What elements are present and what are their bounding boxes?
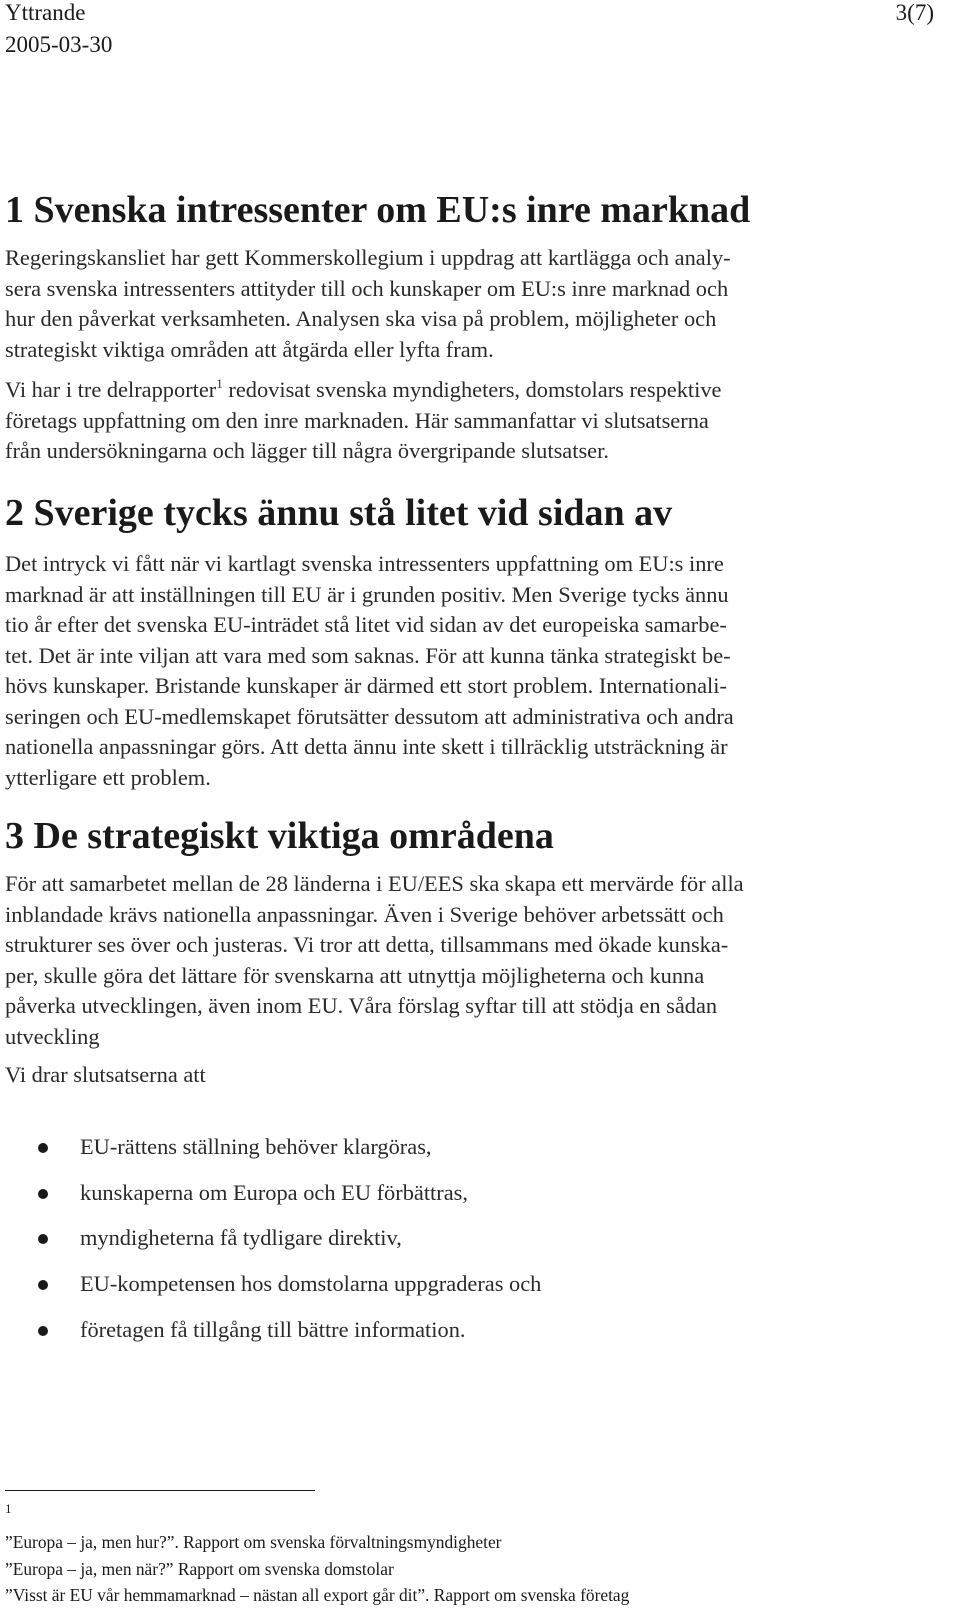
- footnote-line: ”Europa – ja, men hur?”. Rapport om svenska förvaltningsmyndigheter: [5, 1532, 502, 1552]
- footnote-number: 1: [5, 1501, 12, 1516]
- list-item-text: företagen få tillgång till bättre information.: [80, 1316, 466, 1342]
- text-line: seringen och EU-medlemskapet förutsätter dessutom att administrativa och andra: [5, 703, 734, 729]
- section-1-paragraph-1: [5, 243, 885, 365]
- list-item-text: myndigheterna få tydligare direktiv,: [80, 1225, 402, 1251]
- text-line: strukturer ses över och justeras. Vi tror att detta, tillsammans med ökade kunska-: [5, 932, 729, 957]
- text-fragment: redovisat svenska myndigheters, domstolars respektive: [222, 377, 722, 402]
- text-line: sera svenska intressenters attityder till och kunskaper om EU:s inre marknad och: [5, 275, 729, 301]
- list-item-text: EU-kompetensen hos domstolarna uppgraderas och: [80, 1271, 542, 1297]
- text-line: [5, 375, 885, 406]
- text-line: ytterligare ett problem.: [5, 764, 211, 790]
- page-number: 3(7): [895, 0, 934, 25]
- section-3-paragraph-1: [5, 869, 885, 1052]
- bullet-icon: [38, 1234, 48, 1244]
- document-date: 2005-03-30: [5, 32, 113, 57]
- text-fragment: Vi har i tre delrapporter: [5, 377, 217, 402]
- bullet-icon: [38, 1143, 48, 1153]
- footnote-line: ”Visst är EU vår hemmamarknad – nästan all export går dit”. Rapport om svenska företag: [5, 1585, 630, 1605]
- section-2-heading: 2 Sverige tycks ännu stå litet vid sidan av: [5, 492, 673, 534]
- list-item-text: EU-rättens ställning behöver klargöras,: [80, 1134, 432, 1159]
- text-line: Det intryck vi fått när vi kartlagt svenska intressenters uppfattning om EU:s inre: [5, 551, 724, 576]
- footnote-line: ”Europa – ja, men när?” Rapport om svenska domstolar: [5, 1558, 394, 1579]
- text-line: nationella anpassningar görs. Att detta ännu inte skett i tillräcklig utsträckning är: [5, 734, 728, 759]
- bullet-icon: [38, 1189, 48, 1199]
- text-line: utveckling: [5, 1023, 100, 1049]
- text-line: tet. Det är inte viljan att vara med som saknas. För att kunna tänka strategiskt be-: [5, 642, 731, 668]
- section-2-paragraph-1: [5, 549, 885, 793]
- page-header-left: [5, 0, 112, 61]
- text-line: företags uppfattning om den inre marknaden. Här sammanfattar vi slutsatserna: [5, 407, 709, 433]
- footnote-text: [5, 1531, 629, 1611]
- bullet-icon: [38, 1326, 48, 1336]
- footnote-reference: 1: [216, 376, 223, 391]
- text-line: marknad är att inställningen till EU är i grunden positiv. Men Sverige tycks ännu: [5, 581, 729, 607]
- text-line: påverka utvecklingen, även inom EU. Våra förslag syftar till att stödja en sådan: [5, 993, 718, 1018]
- text-line: För att samarbetet mellan de 28 länderna i EU/EES ska skapa ett mervärde för alla: [5, 871, 744, 896]
- section-3-heading: 3 De strategiskt viktiga områdena: [5, 815, 554, 857]
- section-1-paragraph-2: [5, 375, 885, 467]
- text-line: hövs kunskaper. Bristande kunskaper är därmed ett stort problem. Internationali-: [5, 673, 727, 698]
- text-line: per, skulle göra det lättare för svenskarna att utnyttja möjligheterna och kunna: [5, 962, 705, 988]
- text-line: strategiskt viktiga områden att åtgärda eller lyfta fram.: [5, 336, 494, 362]
- text-line: från undersökningarna och lägger till några övergripande slutsatser.: [5, 438, 609, 463]
- section-3-paragraph-2: [5, 1060, 885, 1091]
- text-line: Vi drar slutsatserna att: [5, 1062, 206, 1087]
- list-item-text: kunskaperna om Europa och EU förbättras,: [80, 1179, 468, 1205]
- bullet-icon: [38, 1280, 48, 1290]
- document-type: Yttrande: [5, 0, 86, 25]
- text-line: Regeringskansliet har gett Kommerskollegium i uppdrag att kartlägga och analy-: [5, 245, 731, 270]
- footnote-separator: [5, 1490, 315, 1491]
- text-line: tio år efter det svenska EU-inträdet stå litet vid sidan av det europeiska samarbe-: [5, 612, 727, 637]
- text-line: inblandade krävs nationella anpassningar. Även i Sverige behöver arbetssätt och: [5, 901, 724, 927]
- section-1-heading: 1 Svenska intressenter om EU:s inre marknad: [5, 189, 751, 231]
- text-line: hur den påverkat verksamheten. Analysen ska visa på problem, möjligheter och: [5, 306, 717, 331]
